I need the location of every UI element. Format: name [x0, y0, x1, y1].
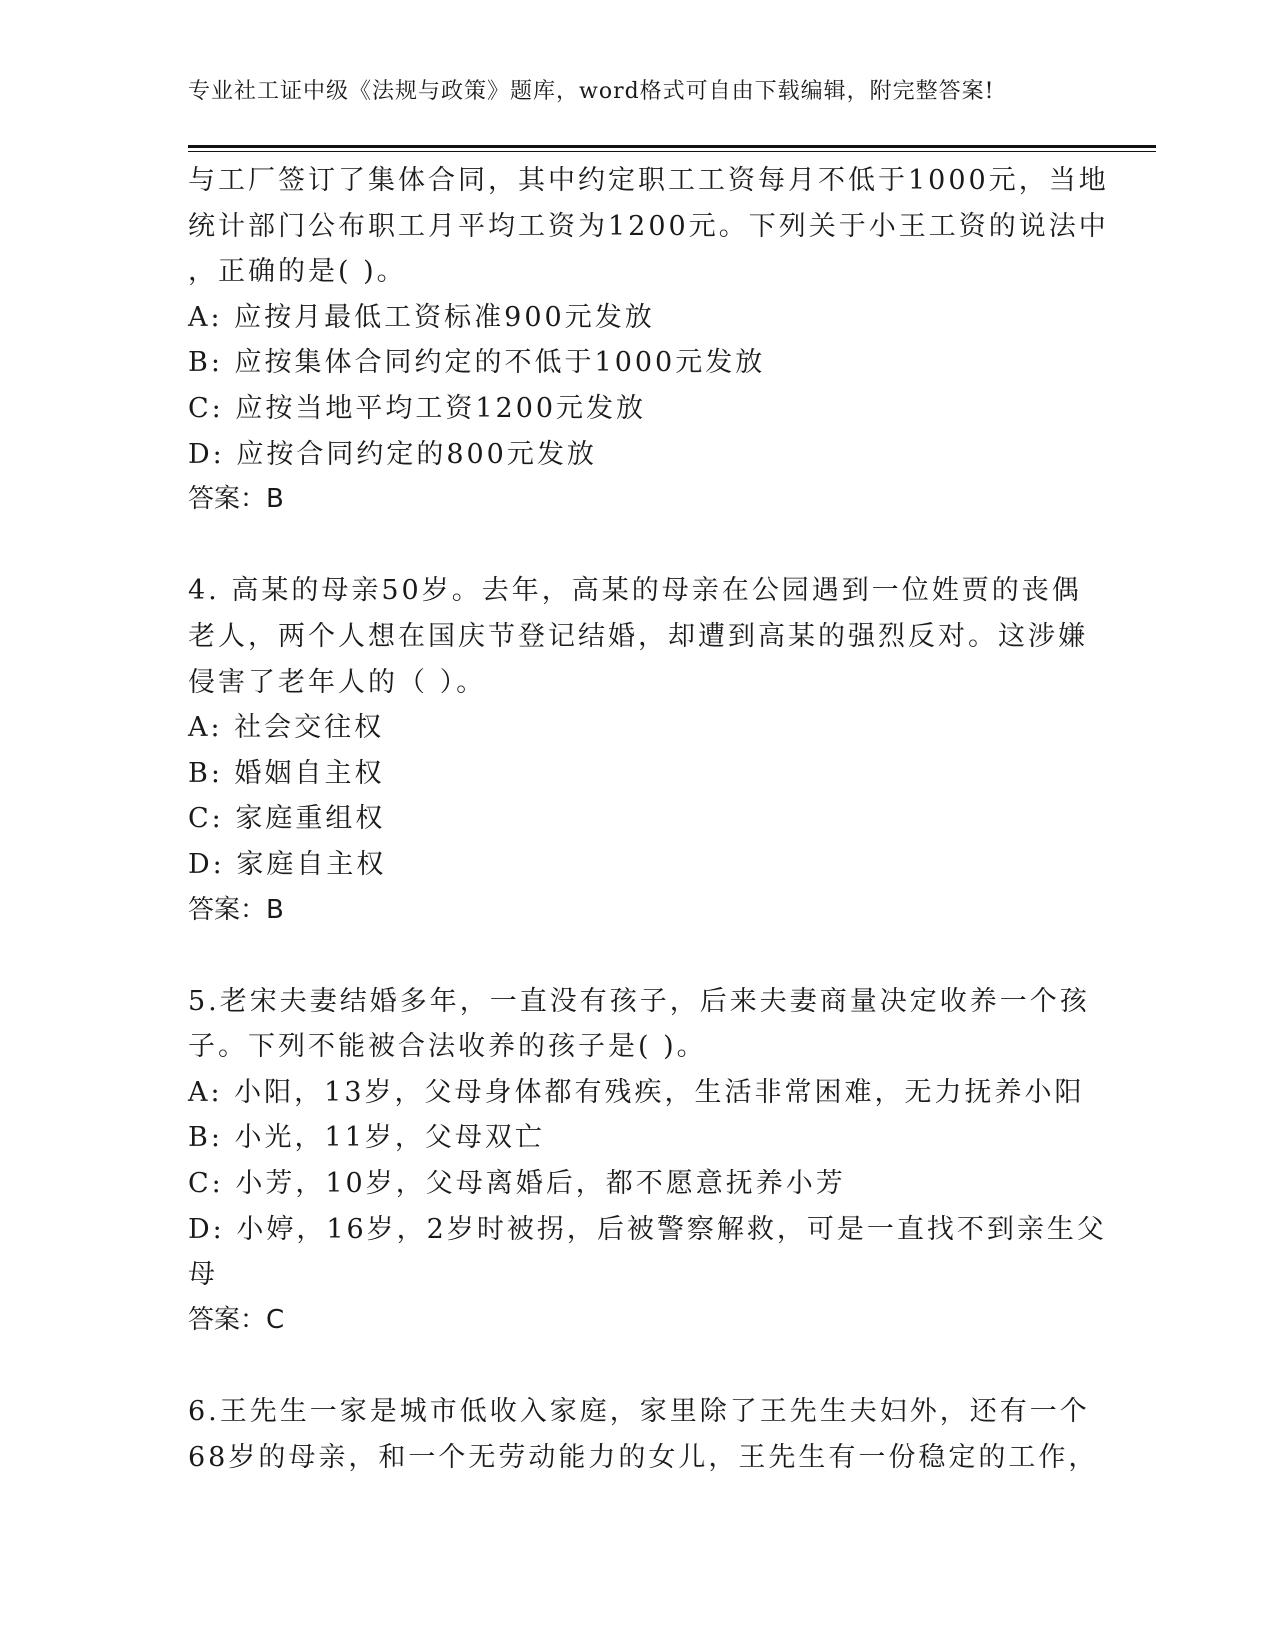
option-b: B: 应按集体合同约定的不低于1000元发放: [188, 347, 766, 379]
option-b: B: 婚姻自主权: [188, 757, 385, 789]
question-6: [188, 1389, 1099, 1480]
option-d: D: 小婷，16岁，2岁时被拐，后被警察解救，可是一直找不到亲生父: [188, 1213, 1107, 1245]
question-3: [188, 158, 1109, 523]
question-stem-line: ，正确的是( )。: [188, 256, 407, 288]
option-a: A: 社会交往权: [188, 712, 385, 744]
spacer: [188, 1343, 1088, 1389]
question-5: [188, 979, 1107, 1344]
option-d: D: 家庭自主权: [188, 848, 387, 880]
question-stem-line: 子。下列不能被合法收养的孩子是( )。: [188, 1031, 707, 1063]
question-stem-line: 统计部门公布职工月平均工资为1200元。下列关于小王工资的说法中: [188, 210, 1109, 242]
page-header: 专业社工证中级《法规与政策》题库，word格式可自由下载编辑，附完整答案!: [188, 79, 995, 104]
answer-line: 答案：B: [188, 894, 284, 925]
spacer: [188, 933, 1088, 979]
answer-line: 答案：B: [188, 484, 284, 515]
header-rule-thick: [188, 145, 1156, 148]
option-b: B: 小光，11岁，父母双亡: [188, 1122, 545, 1154]
question-stem-line: 5.老宋夫妻结婚多年，一直没有孩子，后来夫妻商量决定收养一个孩: [188, 985, 1090, 1017]
spacer: [188, 523, 1088, 569]
option-d-continued: 母: [188, 1259, 218, 1291]
option-a: A: 应按月最低工资标准900元发放: [188, 301, 655, 333]
question-stem-line: 6.王先生一家是城市低收入家庭，家里除了王先生夫妇外，还有一个: [188, 1396, 1090, 1428]
answer-line: 答案：C: [188, 1304, 285, 1335]
option-c: C: 应按当地平均工资1200元发放: [188, 392, 647, 424]
option-c: C: 小芳，10岁，父母离婚后，都不愿意抚养小芳: [188, 1168, 846, 1200]
header-rule-thin: [188, 151, 1156, 152]
option-c: C: 家庭重组权: [188, 803, 386, 835]
option-a: A: 小阳，13岁，父母身体都有残疾，生活非常困难，无力抚养小阳: [188, 1076, 1085, 1108]
question-stem-line: 老人，两个人想在国庆节登记结婚，却遭到高某的强烈反对。这涉嫌: [188, 620, 1088, 652]
question-stem-line: 与工厂签订了集体合同，其中约定职工工资每月不低于1000元，当地: [188, 165, 1109, 196]
question-stem-line: 侵害了老年人的（ ）。: [188, 666, 487, 698]
question-4: [188, 568, 1088, 933]
question-stem-line: 68岁的母亲，和一个无劳动能力的女儿，王先生有一份稳定的工作，: [188, 1441, 1099, 1473]
question-stem-line: 4. 高某的母亲50岁。去年，高某的母亲在公园遇到一位姓贾的丧偶: [188, 575, 1082, 607]
option-d: D: 应按合同约定的800元发放: [188, 438, 597, 470]
document-body: [188, 158, 1109, 1480]
